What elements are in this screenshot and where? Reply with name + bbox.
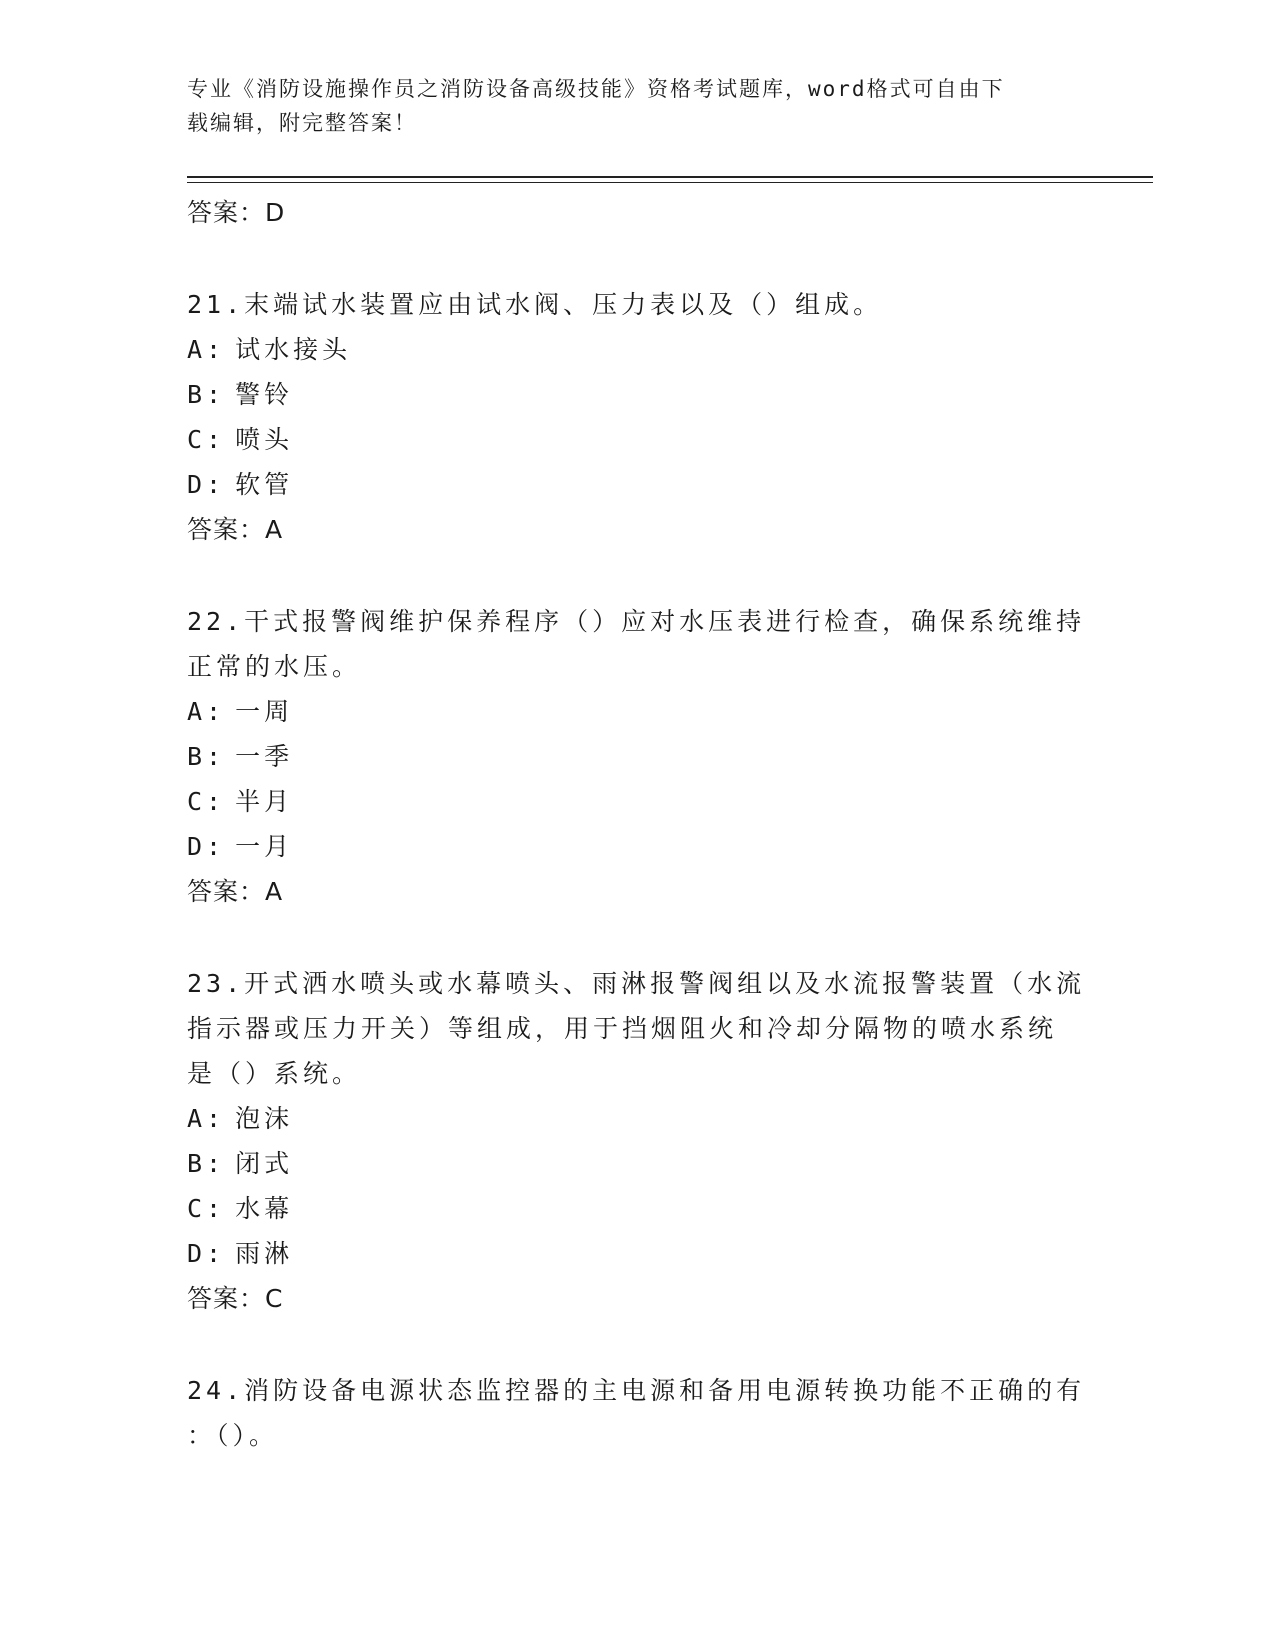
option-d (187, 462, 1087, 507)
option-text: 一月 (235, 832, 294, 861)
option-text: 雨淋 (235, 1239, 294, 1268)
option-label: C: (187, 1194, 226, 1223)
option-label: B: (187, 380, 226, 409)
question-text-line-1: 23.开式洒水喷头或水幕喷头、雨淋报警阀组以及水流报警装置（水流 (187, 969, 1086, 998)
question-22 (187, 599, 1087, 914)
option-c (187, 1186, 1087, 1231)
option-c (187, 779, 1087, 824)
answer-line: 答案：C (187, 1284, 284, 1313)
option-label: C: (187, 425, 226, 454)
option-text: 喷头 (235, 425, 294, 454)
option-text: 闭式 (235, 1149, 294, 1178)
question-text-line-2: 指示器或压力开关）等组成，用于挡烟阻火和冷却分隔物的喷水系统 (187, 1014, 1058, 1043)
option-label: B: (187, 742, 226, 771)
option-b (187, 372, 1087, 417)
option-d (187, 1231, 1087, 1276)
option-label: D: (187, 1239, 226, 1268)
option-text: 警铃 (235, 380, 294, 409)
option-label: D: (187, 470, 226, 499)
option-a (187, 327, 1087, 372)
option-d (187, 824, 1087, 869)
question-23 (187, 961, 1087, 1321)
header-divider-thin (187, 182, 1153, 183)
question-text: 21.末端试水装置应由试水阀、压力表以及（）组成。 (187, 290, 883, 319)
question-text-line-2: ：（）。 (187, 1421, 279, 1450)
question-text-line-1: 24.消防设备电源状态监控器的主电源和备用电源转换功能不正确的有 (187, 1376, 1086, 1405)
option-label: D: (187, 832, 226, 861)
answer-line: 答案：A (187, 515, 284, 544)
question-text-line-1: 22.干式报警阀维护保养程序（）应对水压表进行检查，确保系统维持 (187, 607, 1086, 636)
option-text: 软管 (235, 470, 294, 499)
option-text: 半月 (235, 787, 294, 816)
header-divider-thick (187, 176, 1153, 178)
option-label: C: (187, 787, 226, 816)
option-b (187, 734, 1087, 779)
document-header (187, 72, 1067, 140)
option-text: 水幕 (235, 1194, 294, 1223)
answer-line: 答案：A (187, 877, 284, 906)
option-text: 泡沫 (235, 1104, 294, 1133)
previous-answer: 答案：D (187, 198, 286, 227)
question-text-line-2: 正常的水压。 (187, 652, 362, 681)
option-a (187, 1096, 1087, 1141)
question-list (187, 190, 1087, 1458)
question-21 (187, 282, 1087, 552)
question-text-line-3: 是（）系统。 (187, 1059, 362, 1088)
option-text: 试水接头 (235, 335, 352, 364)
question-24 (187, 1368, 1087, 1458)
option-text: 一季 (235, 742, 294, 771)
option-label: B: (187, 1149, 226, 1178)
header-line-1: 专业《消防设施操作员之消防设备高级技能》资格考试题库，word格式可自由下 (187, 77, 1005, 101)
option-c (187, 417, 1087, 462)
option-label: A: (187, 1104, 226, 1133)
option-label: A: (187, 335, 226, 364)
header-line-2: 载编辑，附完整答案！ (187, 111, 417, 135)
option-text: 一周 (235, 697, 294, 726)
option-a (187, 689, 1087, 734)
option-label: A: (187, 697, 226, 726)
option-b (187, 1141, 1087, 1186)
